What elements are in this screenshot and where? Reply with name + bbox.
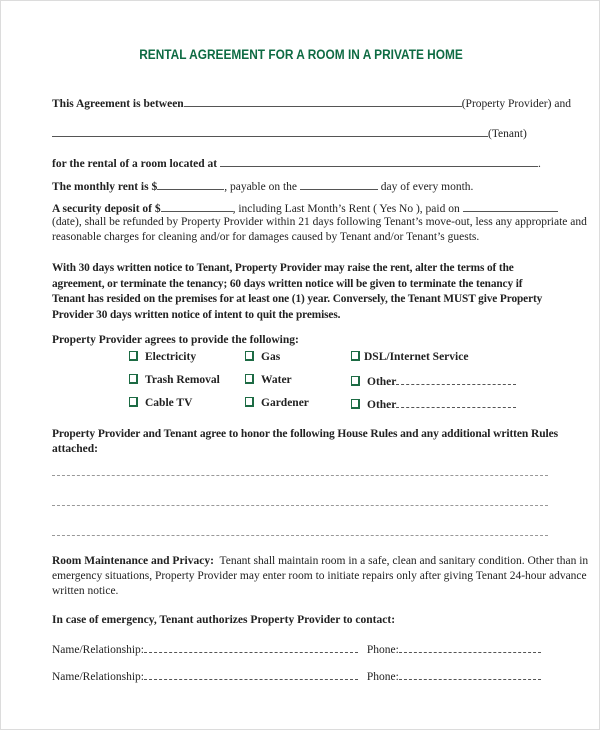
name-relationship-label: Name/Relationship: (52, 644, 144, 656)
checkbox-icon[interactable] (351, 376, 360, 386)
phone-label: Phone: (366, 671, 399, 683)
phone-label: Phone: (366, 644, 399, 656)
notice-paragraph: With 30 days written notice to Tenant, Property Provider may raise the rent, alter the terms of the agreement, or terminate the tenancy; 60 days written notice will be given to terminate the tenancy if Tenant has resided on the premises for at least one (1) year. Conversely, the Tenant MUST give Property Provider 30 days written notice of intent to quit the premises. (52, 262, 543, 321)
tenant-field[interactable] (52, 126, 488, 137)
rent-middle-text: , payable on the (224, 181, 298, 193)
checkbox-dsl-internet[interactable] (351, 351, 468, 363)
checkbox-icon[interactable] (245, 397, 254, 407)
checkbox-label: Gas (261, 351, 281, 363)
parties-label: This Agreement is between (52, 98, 184, 110)
checkbox-icon[interactable] (129, 351, 138, 361)
checkbox-cable-tv[interactable] (129, 397, 192, 409)
checkbox-label: Other (367, 376, 397, 388)
checkbox-other-1[interactable] (351, 374, 516, 388)
property-provider-field[interactable] (184, 96, 462, 107)
checkbox-icon[interactable] (351, 351, 360, 361)
checkbox-label: Other (367, 399, 397, 411)
maintenance-line-2: emergency situations, Property Provider may enter room to initiate repairs only after giving Tenant 24-hour advance (52, 570, 587, 582)
checkbox-gardener[interactable] (245, 397, 309, 409)
rent-label: The monthly rent is $ (52, 181, 158, 193)
checkbox-label: DSL/Internet Service (364, 351, 469, 363)
deposit-amount-field[interactable] (161, 201, 233, 212)
rent-suffix: day of every month. (380, 181, 474, 193)
name-relationship-field-2[interactable] (144, 669, 358, 680)
tenant-suffix: (Tenant) (488, 128, 527, 140)
maintenance-text-1: Tenant shall maintain room in a safe, clean and sanitary condition. Other than in (219, 555, 589, 567)
name-relationship-label: Name/Relationship: (52, 671, 144, 683)
checkbox-label: Trash Removal (145, 374, 220, 386)
checkbox-icon[interactable] (245, 351, 254, 361)
checkbox-icon[interactable] (351, 399, 360, 409)
house-rules-line-2[interactable] (52, 505, 548, 506)
other-1-field[interactable] (396, 374, 516, 385)
location-line (52, 156, 541, 172)
other-2-field[interactable] (396, 397, 516, 408)
emergency-heading: In case of emergency, Tenant authorizes Property Provider to contact: (52, 614, 396, 626)
checkbox-electricity[interactable] (129, 351, 196, 363)
checkbox-label: Electricity (145, 351, 197, 363)
house-rules-line-1[interactable] (52, 475, 548, 476)
house-rules-heading-1: Property Provider and Tenant agree to honor the following House Rules and any additional written Rules (52, 428, 558, 440)
rent-amount-field[interactable] (157, 179, 224, 190)
rent-line (52, 179, 473, 195)
deposit-line-2: (date), shall be refunded by Property Provider within 21 days following Tenant’s move-out, less any appropriate and (52, 216, 587, 228)
location-label: for the rental of a room located at (52, 158, 218, 170)
house-rules-line-3[interactable] (52, 535, 548, 536)
checkbox-icon[interactable] (129, 374, 138, 384)
maintenance-label: Room Maintenance and Privacy: (52, 555, 214, 567)
checkbox-water[interactable] (245, 374, 292, 386)
house-rules-heading-2: attached: (52, 443, 98, 455)
checkbox-gas[interactable] (245, 351, 280, 363)
checkbox-icon[interactable] (245, 374, 254, 384)
utilities-heading: Property Provider agrees to provide the following: (52, 334, 299, 346)
room-location-field[interactable] (220, 156, 538, 167)
phone-field-1[interactable] (399, 642, 541, 653)
parties-line-1 (52, 96, 571, 112)
property-provider-suffix: (Property Provider) and (461, 98, 571, 110)
document-title: RENTAL AGREEMENT FOR A ROOM IN A PRIVATE HOME (139, 47, 463, 62)
checkbox-trash-removal[interactable] (129, 374, 220, 386)
parties-line-2 (52, 126, 527, 142)
checkbox-other-2[interactable] (351, 397, 516, 411)
checkbox-label: Water (261, 374, 292, 386)
rent-due-day-field[interactable] (300, 179, 378, 190)
deposit-line-3: reasonable charges for cleaning and/or for damages caused by Tenant and/or Tenant’s guests. (52, 231, 480, 243)
checkbox-label: Gardener (261, 397, 309, 409)
emergency-contact-row-2 (52, 669, 541, 685)
emergency-contact-row-1 (52, 642, 541, 658)
deposit-label: A security deposit of $ (52, 203, 161, 215)
maintenance-line-3: written notice. (52, 585, 119, 597)
phone-field-2[interactable] (399, 669, 541, 680)
checkbox-icon[interactable] (129, 397, 138, 407)
location-suffix: . (538, 158, 541, 170)
deposit-paid-date-field[interactable] (463, 201, 558, 212)
name-relationship-field-1[interactable] (144, 642, 358, 653)
checkbox-label: Cable TV (145, 397, 193, 409)
maintenance-line-1 (52, 554, 588, 569)
deposit-middle-text: , including Last Month’s Rent ( Yes No ), paid on (232, 203, 460, 215)
